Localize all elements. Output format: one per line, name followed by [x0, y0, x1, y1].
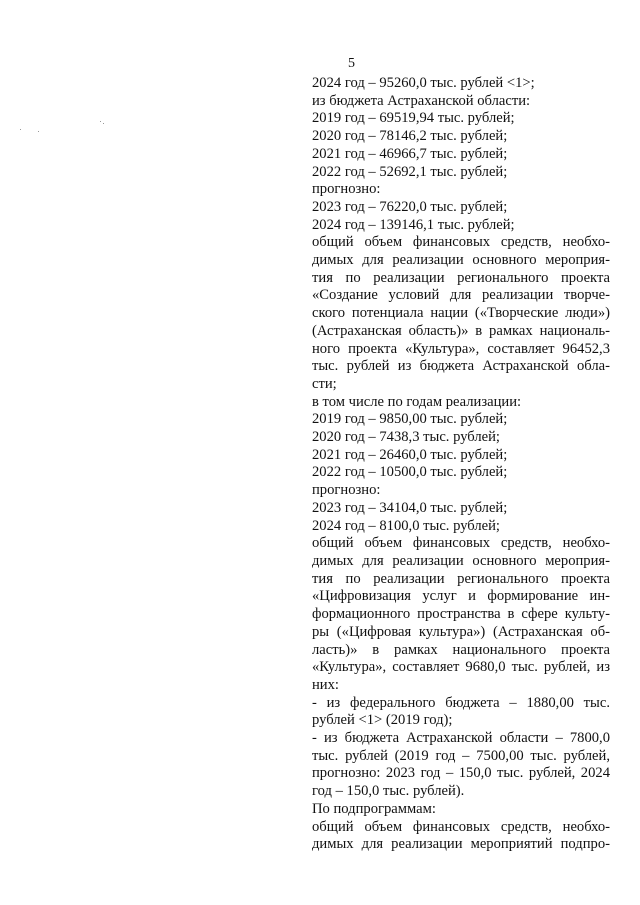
text-line: димых для реализации основного мероприя-: [312, 252, 610, 269]
text-line: год – 150,0 тыс. рублей).: [312, 783, 465, 800]
text-line: прогнозно: 2023 год – 150,0 тыс. рублей, 2024: [312, 765, 610, 782]
text-line: 2020 год – 7438,3 тыс. рублей;: [312, 429, 500, 446]
text-line: «Культура», составляет 9680,0 тыс. рублей, из: [312, 659, 610, 676]
text-line: - из бюджета Астраханской области – 7800,0: [312, 730, 610, 747]
text-line: сти;: [312, 375, 337, 392]
text-line: в том числе по годам реализации:: [312, 393, 522, 410]
text-line: рублей <1> (2019 год);: [312, 712, 453, 729]
text-line: из бюджета Астраханской области:: [312, 92, 531, 109]
text-line: 2022 год – 10500,0 тыс. рублей;: [312, 464, 508, 481]
text-line: тыс. рублей из бюджета Астраханской обла-: [312, 358, 610, 375]
text-line: 2024 год – 8100,0 тыс. рублей;: [312, 517, 500, 534]
text-line: - из федерального бюджета – 1880,00 тыс.: [312, 694, 610, 711]
text-line: общий объем финансовых средств, необхо-: [312, 535, 610, 552]
text-line: формационного пространства в сфере культу-: [312, 606, 610, 623]
text-line: тия по реализации регионального проекта: [312, 269, 610, 286]
text-line: (Астраханская область)» в рамках националь-: [312, 322, 610, 339]
text-line: прогнозно:: [312, 482, 381, 499]
text-line: 2024 год – 95260,0 тыс. рублей <1>;: [312, 75, 535, 91]
text-line: 2021 год – 26460,0 тыс. рублей;: [312, 446, 508, 463]
text-line: «Цифровизация услуг и формирование ин-: [312, 588, 610, 605]
text-line: прогнозно:: [312, 181, 381, 198]
text-line: 2023 год – 76220,0 тыс. рублей;: [312, 198, 508, 215]
text-line: «Создание условий для реализации творче-: [312, 287, 610, 304]
text-line: димых для реализации основного мероприя-: [312, 552, 610, 569]
text-line: общий объем финансовых средств, необхо-: [312, 234, 610, 251]
document-body-text: [312, 75, 610, 854]
text-line: ского потенциала нации («Творческие люди»): [312, 305, 610, 322]
text-line: тыс. рублей (2019 год – 7500,00 тыс. рублей,: [312, 747, 610, 764]
text-line: 2022 год – 52692,1 тыс. рублей;: [312, 163, 508, 180]
text-line: 2019 год – 69519,94 тыс. рублей;: [312, 110, 515, 127]
text-line: ного проекта «Культура», составляет 96452,3: [312, 340, 610, 357]
text-line: тия по реализации регионального проекта: [312, 570, 610, 587]
text-line: димых для реализации мероприятий подпро-: [312, 836, 610, 853]
text-line: них:: [312, 676, 339, 693]
text-line: 2019 год – 9850,00 тыс. рублей;: [312, 411, 508, 428]
text-line: 2021 год – 46966,7 тыс. рублей;: [312, 145, 508, 162]
page-number: 5: [348, 56, 355, 71]
text-line: По подпрограммам:: [312, 800, 436, 817]
text-line: 2023 год – 34104,0 тыс. рублей;: [312, 499, 508, 516]
text-line: общий объем финансовых средств, необхо-: [312, 818, 610, 835]
text-line: 2024 год – 139146,1 тыс. рублей;: [312, 216, 515, 233]
text-line: ры («Цифровая культура») (Астраханская об-: [312, 623, 610, 640]
text-line: 2020 год – 78146,2 тыс. рублей;: [312, 128, 508, 145]
text-line: ласть)» в рамках национального проекта: [312, 641, 610, 658]
